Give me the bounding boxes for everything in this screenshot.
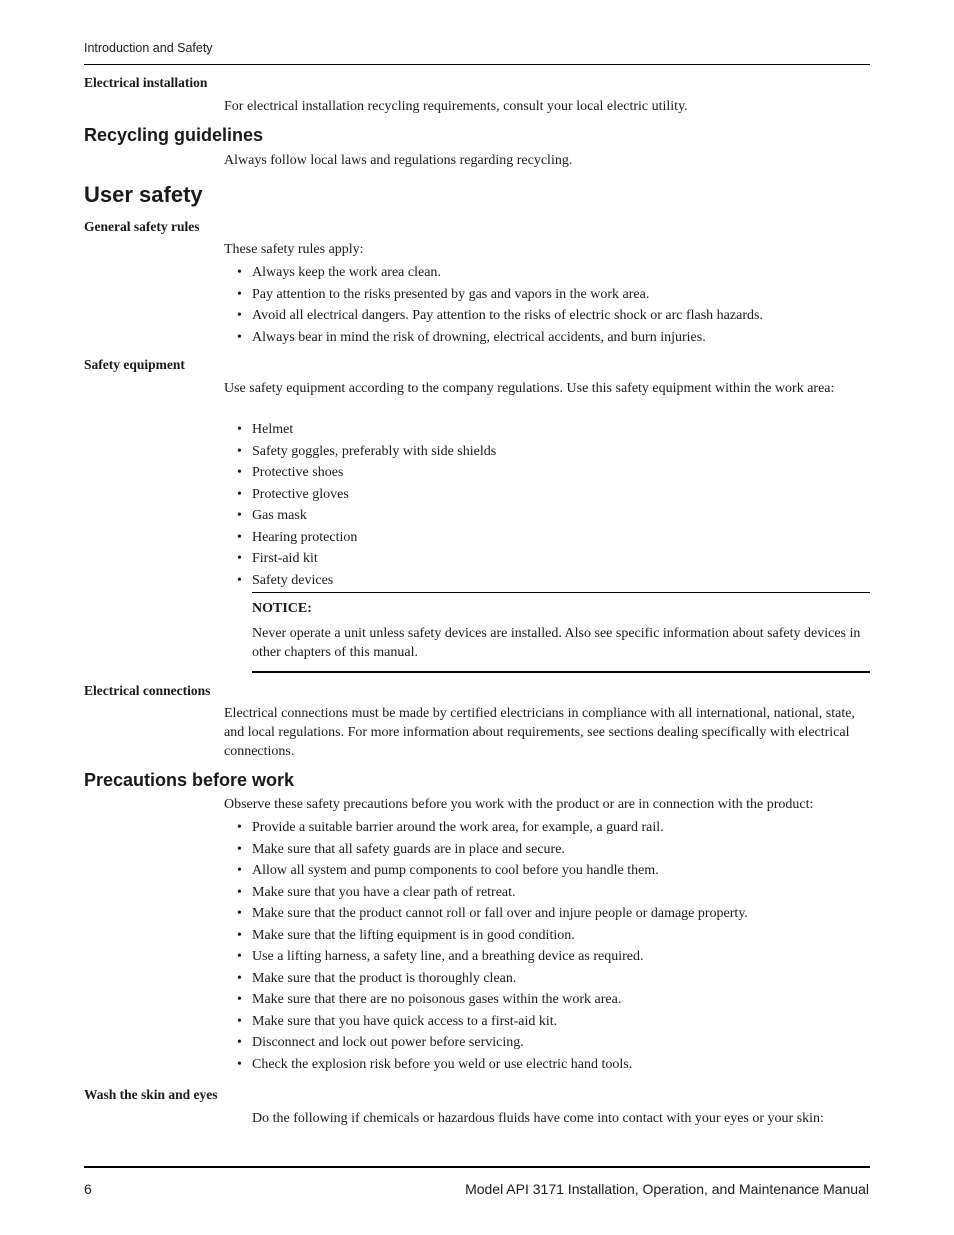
running-header: Introduction and Safety	[84, 41, 213, 55]
list-item: • Provide a suitable barrier around the work area, for example, a guard rail.	[234, 817, 748, 839]
list-item: • Make sure that the lifting equipment is in good condition.	[234, 925, 748, 947]
list-item: • Allow all system and pump components to cool before you handle them.	[234, 860, 748, 882]
general-safety-rules-list	[234, 262, 763, 348]
list-item: • Make sure that the product cannot roll or fall over and injure people or damage property.	[234, 903, 748, 925]
list-item: • Avoid all electrical dangers. Pay attention to the risks of electric shock or arc flash hazards.	[234, 305, 763, 327]
list-item: • Make sure that all safety guards are in place and secure.	[234, 839, 748, 861]
safety-equipment-intro: Use safety equipment according to the company regulations. Use this safety equipment within the work area:	[224, 381, 835, 396]
list-item: • Helmet	[234, 419, 496, 441]
electrical-connections-text: Electrical connections must be made by certified electricians in compliance with all international, national, state, and local regulations. For more information about requirements, see sections dealing specifically with electrical connections.	[224, 706, 855, 759]
general-safety-rules-heading: General safety rules	[84, 219, 200, 234]
notice-text: Never operate a unit unless safety devices are installed. Also see specific information about safety devices in other chapters of this manual.	[252, 626, 861, 660]
list-item: • Always bear in mind the risk of drowning, electrical accidents, and burn injuries.	[234, 327, 763, 349]
footer-rule	[84, 1166, 870, 1168]
list-item: • Safety devices	[234, 570, 496, 592]
list-item: • Make sure that you have a clear path of retreat.	[234, 882, 748, 904]
safety-equipment-heading: Safety equipment	[84, 357, 185, 372]
list-item: • Make sure that you have quick access to a first-aid kit.	[234, 1011, 748, 1033]
precautions-intro: Observe these safety precautions before you work with the product or are in connection with the product:	[224, 797, 814, 812]
notice-top-rule	[252, 592, 870, 593]
notice-title: NOTICE:	[252, 601, 312, 616]
page-number: 6	[84, 1181, 92, 1197]
recycling-guidelines-heading: Recycling guidelines	[84, 125, 264, 145]
electrical-connections-heading: Electrical connections	[84, 683, 211, 698]
wash-heading: Wash the skin and eyes	[84, 1087, 218, 1102]
wash-text: Do the following if chemicals or hazardous fluids have come into contact with your eyes or your skin:	[252, 1111, 824, 1126]
general-safety-rules-intro: These safety rules apply:	[224, 242, 364, 257]
precautions-list	[234, 817, 748, 1075]
list-item: • Always keep the work area clean.	[234, 262, 763, 284]
list-item: • Safety goggles, preferably with side shields	[234, 441, 496, 463]
list-item: • First-aid kit	[234, 548, 496, 570]
list-item: • Make sure that there are no poisonous gases within the work area.	[234, 989, 748, 1011]
list-item: • Check the explosion risk before you weld or use electric hand tools.	[234, 1054, 748, 1076]
list-item: • Use a lifting harness, a safety line, and a breathing device as required.	[234, 946, 748, 968]
list-item: • Pay attention to the risks presented by gas and vapors in the work area.	[234, 284, 763, 306]
manual-title: Model API 3171 Installation, Operation, and Maintenance Manual	[465, 1181, 869, 1197]
list-item: • Make sure that the product is thoroughly clean.	[234, 968, 748, 990]
user-safety-heading: User safety	[84, 182, 203, 207]
list-item: • Protective shoes	[234, 462, 496, 484]
electrical-installation-heading: Electrical installation	[84, 75, 208, 90]
recycling-guidelines-text: Always follow local laws and regulations regarding recycling.	[224, 153, 573, 168]
list-item: • Gas mask	[234, 505, 496, 527]
list-item: • Hearing protection	[234, 527, 496, 549]
precautions-heading: Precautions before work	[84, 770, 295, 790]
safety-equipment-list	[234, 419, 496, 591]
electrical-installation-text: For electrical installation recycling requirements, consult your local electric utility.	[224, 99, 688, 114]
notice-bottom-rule	[252, 671, 870, 673]
list-item: • Protective gloves	[234, 484, 496, 506]
header-rule	[84, 64, 870, 65]
list-item: • Disconnect and lock out power before servicing.	[234, 1032, 748, 1054]
